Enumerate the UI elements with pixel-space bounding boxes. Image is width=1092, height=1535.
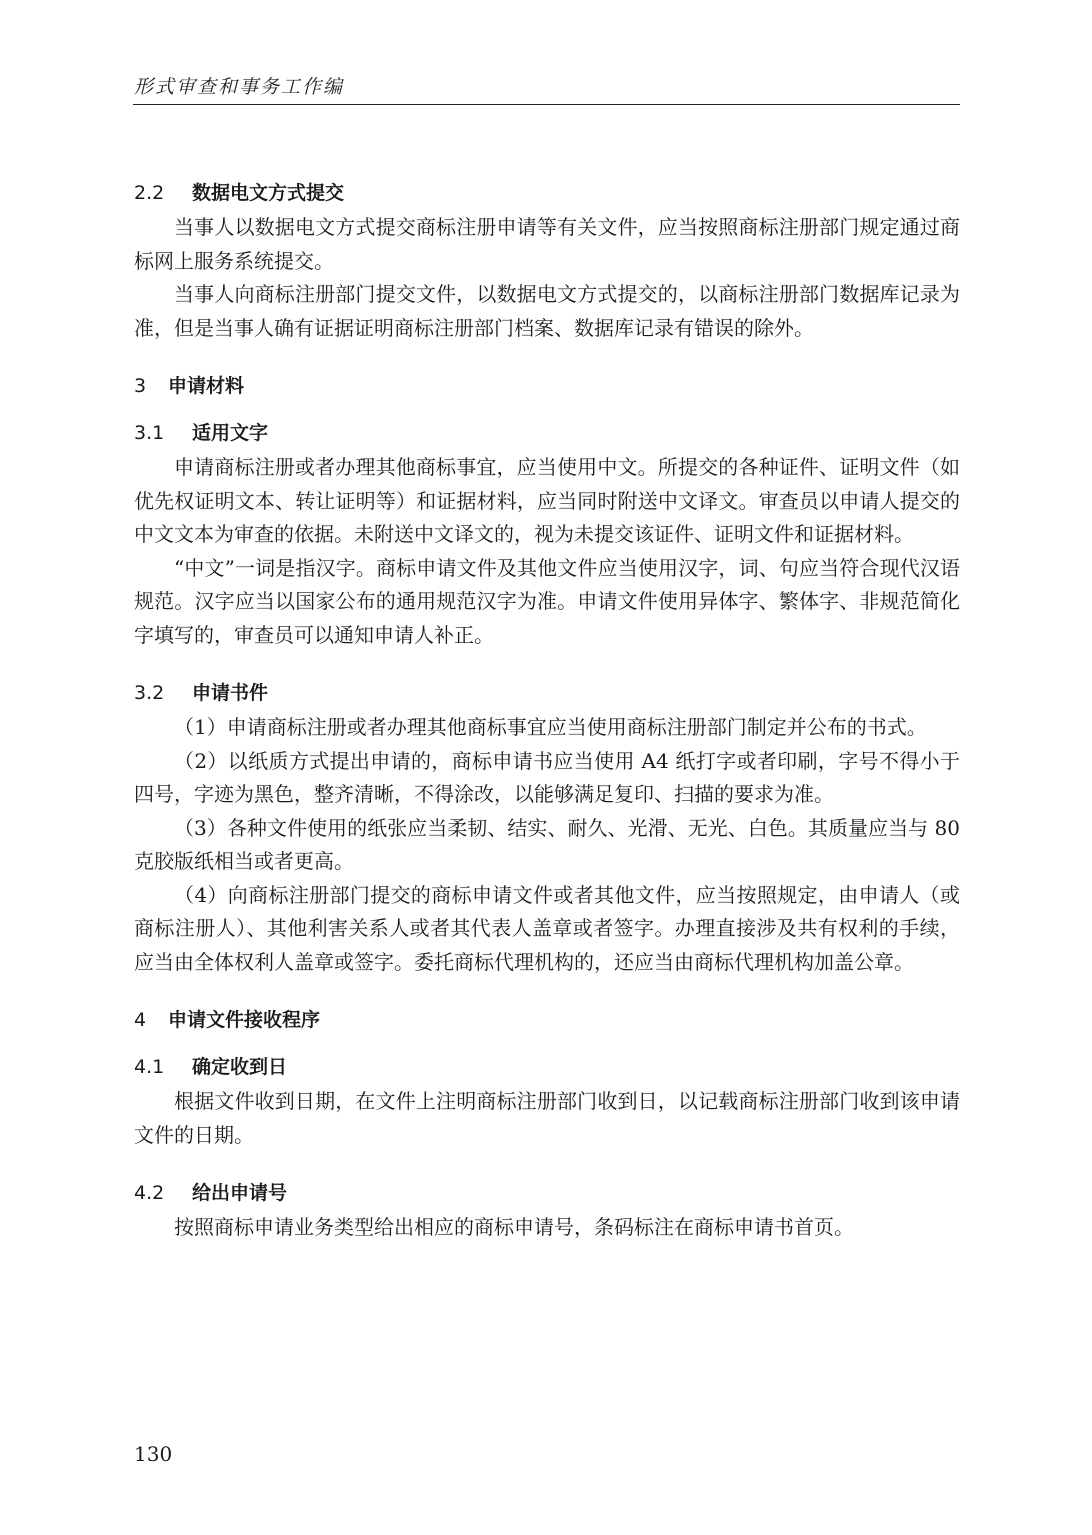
page-body: [134, 178, 960, 1245]
paragraph: 按照商标申请业务类型给出相应的商标申请号，条码标注在商标申请书首页。: [174, 1215, 854, 1239]
section-heading-3-1: [134, 418, 960, 445]
section-heading-3-2: [134, 678, 960, 705]
list-item: （3）各种文件使用的纸张应当柔韧、结实、耐久、光滑、无光、白色。其质量应当与 80 克胶版纸相当或者更高。: [134, 815, 960, 873]
section-title: 确定收到日: [192, 1056, 288, 1078]
section-number: 3: [134, 375, 147, 397]
section-heading-2-2: [134, 178, 960, 205]
section-title: 给出申请号: [192, 1182, 288, 1204]
section-title: 适用文字: [192, 422, 269, 444]
section-number: 4.1: [134, 1056, 165, 1078]
section-number: 3.1: [134, 422, 165, 444]
paragraph: 申请商标注册或者办理其他商标事宜，应当使用中文。所提交的各种证件、证明文件（如优先权证明文本、转让证明等）和证据材料，应当同时附送中文译文。审查员以申请人提交的中文文本为审查的依据。未附送中文译文的，视为未提交该证件、证明文件和证据材料。: [134, 455, 960, 546]
section-heading-4-1: [134, 1052, 960, 1079]
section-heading-3: [134, 371, 960, 398]
section-number: 2.2: [134, 182, 165, 204]
section-heading-4: [134, 1005, 960, 1032]
section-title: 数据电文方式提交: [192, 182, 345, 204]
list-item: （1）申请商标注册或者办理其他商标事宜应当使用商标注册部门制定并公布的书式。: [174, 715, 927, 739]
paragraph: 当事人向商标注册部门提交文件，以数据电文方式提交的，以商标注册部门数据库记录为准，但是当事人确有证据证明商标注册部门档案、数据库记录有错误的除外。: [134, 282, 960, 340]
running-head: 形式审查和事务工作编: [134, 76, 345, 98]
section-number: 3.2: [134, 682, 165, 704]
paragraph: “中文”一词是指汉字。商标申请文件及其他文件应当使用汉字，词、句应当符合现代汉语规范。汉字应当以国家公布的通用规范汉字为准。申请文件使用异体字、繁体字、非规范简化字填写的，审查员可以通知申请人补正。: [134, 555, 960, 647]
page-number: 130: [134, 1442, 173, 1466]
header-rule: [133, 104, 960, 105]
section-number: 4.2: [134, 1182, 165, 1204]
list-item: （4）向商标注册部门提交的商标申请文件或者其他文件，应当按照规定，由申请人（或商标注册人）、其他利害关系人或者其代表人盖章或者签字。办理直接涉及共有权利的手续，应当由全体权利人盖章或签字。委托商标代理机构的，还应当由商标代理机构加盖公章。: [134, 882, 960, 974]
paragraph: 当事人以数据电文方式提交商标注册申请等有关文件，应当按照商标注册部门规定通过商标网上服务系统提交。: [134, 215, 960, 273]
section-title: 申请文件接收程序: [168, 1009, 321, 1031]
section-title: 申请材料: [168, 375, 245, 397]
list-item: （2）以纸质方式提出申请的，商标申请书应当使用 A4 纸打字或者印刷，字号不得小于四号，字迹为黑色，整齐清晰，不得涂改，以能够满足复印、扫描的要求为准。: [134, 748, 960, 806]
section-title: 申请书件: [192, 682, 269, 704]
section-number: 4: [134, 1009, 147, 1031]
paragraph: 根据文件收到日期，在文件上注明商标注册部门收到日，以记载商标注册部门收到该申请文件的日期。: [134, 1089, 960, 1147]
section-heading-4-2: [134, 1178, 960, 1205]
